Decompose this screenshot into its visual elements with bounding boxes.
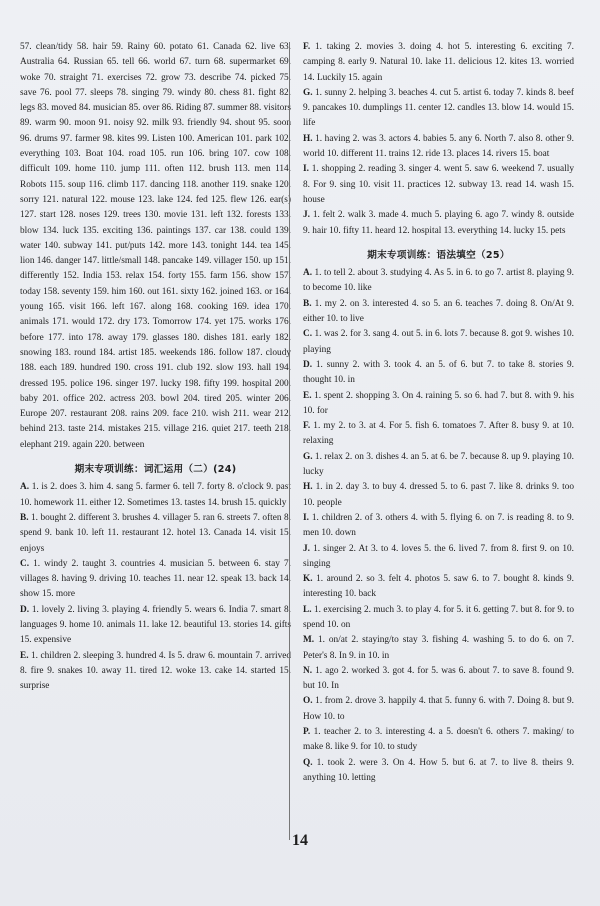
- block-answers: 1. took 2. were 3. On 4. How 5. but 6. at 7. to live 8. theirs 9. anything 10. letting: [303, 757, 574, 783]
- block-answers: 1. windy 2. taught 3. countries 4. musician 5. between 6. stay 7. villages 8. having 9. driving 10. teaches 11. near 12. speak 13. back 14. show 15. more: [20, 558, 291, 600]
- answer-block-i: [303, 162, 574, 208]
- vocabulary-answers-continued: 57. clean/tidy 58. hair 59. Rainy 60. potato 61. Canada 62. live 63. Australia 64. Russian 65. tell 66. world 67. turn 68. supermarket 69. woke 70. straight 71. exercises 72. grow 73. describe 74. picked 75. save 76. pool 77. sleeps 78. singing 79. windy 80. chess 81. fight 82. legs 83. moved 84. musician 85. over 86. Riding 87. summer 88. visitors 89. warm 90. moon 91. noisy 92. milk 93. friendly 94. shout 95. soon 96. drums 97. farmer 98. kites 99. Listen 100. American 101. park 102. everything 103. Boat 104. road 105. run 106. bring 107. cow 108. difficult 109. home 110. jump 111. often 112. brush 113. men 114. Robots 115. soup 116. climb 117. dancing 118. another 119. snake 120. sorry 121. natural 122. mouse 123. lake 124. fed 125. flew 126. ear(s) 127. start 128. noses 129. trees 130. movie 131. left 132. forests 133. blow 134. luck 135. exciting 136. paintings 137. car 138. could 139. water 140. subway 141. put/puts 142. more 143. tonight 144. tea 145. lion 146. danger 147. little/small 148. pancake 149. villager 150. up 151. differently 152. India 153. relax 154. forty 155. farm 156. show 157. today 158. seventy 159. him 160. out 161. sixty 162. joined 163. or 164. young 165. visit 166. left 167. along 168. cooking 169. idea 170. animals 171. would 172. dry 173. Tomorrow 174. yet 175. works 176. before 177. into 178. away 179. glasses 180. dishes 181. early 182. snowing 183. round 184. artist 185. weekends 186. follow 187. cloudy 188. each 189. hundred 190. cross 191. club 192. slow 193. hall 194. dressed 195. police 196. singer 197. lucky 198. fifty 199. hospital 200. baby 201. office 202. actress 203. bowl 204. tired 205. winter 206. Europe 207. restaurant 208. rains 209. face 210. wish 211. wear 212. behind 213. taste 214. mistakes 215. village 216. quiet 217. teeth 218. elephant 219. again 220. between: [20, 42, 291, 450]
- grammar-block-m: [303, 633, 574, 664]
- block-answers: 1. children 2. of 3. others 4. with 5. flying 6. on 7. is reading 8. to 9. men 10. down: [303, 512, 574, 539]
- page-number: 14: [292, 832, 308, 849]
- grammar-block-c: [303, 327, 574, 358]
- grammar-block-f: [303, 419, 574, 450]
- grammar-block-e: [303, 389, 574, 420]
- grammar-block-o: [303, 694, 574, 725]
- block-answers: 1. bought 2. different 3. brushes 4. villager 5. ran 6. streets 7. often 8. spend 9. bank 10. left 11. restaurant 12. hotel 13. Canada 14. visit 15. enjoys: [20, 512, 291, 554]
- block-answers: 1. having 2. was 3. actors 4. babies 5. any 6. North 7. also 8. other 9. world 10. different 11. trains 12. ride 13. places 14. rivers 15. boat: [303, 133, 574, 160]
- grammar-block-q: [303, 756, 574, 787]
- answer-block-e: [20, 649, 291, 695]
- answer-block-c: [20, 557, 291, 603]
- answer-block-f: [303, 40, 574, 86]
- block-answers: 1. my 2. to 3. at 4. For 5. fish 6. tomatoes 7. After 8. busy 9. at 10. relaxing: [303, 421, 574, 447]
- grammar-block-k: [303, 572, 574, 603]
- section-title-vocabulary: 期末专项训练：词汇运用（二）(24): [74, 464, 237, 476]
- block-answers: 1. taking 2. movies 3. doing 4. hot 5. interesting 6. exciting 7. camping 8. early 9. Natural 10. lake 11. delicious 12. kites 13. worried 14. Luckily 15. again: [303, 42, 574, 83]
- block-answers: 1. on/at 2. staying/to stay 3. fishing 4. washing 5. to do 6. on 7. Peter's 8. In 9. in 10. in: [303, 635, 574, 661]
- block-label: J.: [303, 543, 310, 554]
- block-label: J.: [303, 210, 310, 221]
- block-label: C.: [20, 558, 30, 569]
- block-answers: 1. shopping 2. reading 3. singer 4. went 5. saw 6. weekend 7. usually 8. For 9. sing 10. visit 11. practices 12. subway 13. read 14. wash 15. house: [303, 164, 574, 205]
- answer-block-j: [303, 208, 574, 239]
- right-column: [303, 40, 574, 786]
- grammar-block-d: [303, 358, 574, 389]
- block-label: F.: [303, 42, 311, 52]
- block-answers: 1. in 2. day 3. to buy 4. dressed 5. to 6. past 7. like 8. drinks 9. too 10. people: [303, 482, 574, 508]
- block-answers: 1. from 2. drove 3. happily 4. that 5. funny 6. with 7. Doing 8. but 9. How 10. to: [303, 696, 574, 722]
- block-label: F.: [303, 421, 311, 432]
- block-label: P.: [303, 727, 311, 738]
- block-label: M.: [303, 635, 315, 646]
- block-answers: 1. to tell 2. about 3. studying 4. As 5. in 6. to go 7. artist 8. playing 9. to become 10. like: [303, 268, 574, 294]
- block-answers: 1. sunny 2. helping 3. beaches 4. cut 5. artist 6. today 7. kinds 8. beef 9. pancakes 10. dumplings 11. center 12. candles 13. blow 14. would 15. life: [303, 87, 574, 129]
- block-label: B.: [303, 298, 312, 309]
- block-label: N.: [303, 665, 313, 676]
- block-answers: 1. my 2. on 3. interested 4. so 5. an 6. teaches 7. doing 8. On/At 9. either 10. to live: [303, 298, 574, 325]
- block-answers: 1. children 2. sleeping 3. hundred 4. Is 5. draw 6. mountain 7. arrived 8. fire 9. snakes 10. away 11. tired 12. woke 13. cake 14. started 15. surprise: [20, 650, 291, 692]
- section-title-grammar: 期末专项训练：语法填空（25）: [367, 249, 510, 261]
- answer-block-g: [303, 86, 574, 132]
- answer-block-h: [303, 132, 574, 163]
- grammar-block-i: [303, 511, 574, 542]
- block-answers: 1. ago 2. worked 3. got 4. for 5. was 6. about 7. to save 8. found 9. but 10. In: [303, 665, 574, 692]
- block-answers: 1. around 2. so 3. felt 4. photos 5. saw 6. to 7. bought 8. kinds 9. interesting 10. back: [303, 574, 574, 600]
- block-label: H.: [303, 482, 313, 493]
- block-answers: 1. spent 2. shopping 3. On 4. raining 5. so 6. had 7. but 8. with 9. his 10. for: [303, 390, 574, 416]
- block-label: A.: [303, 268, 313, 279]
- block-label: Q.: [303, 757, 313, 768]
- block-answers: 1. sunny 2. with 3. took 4. an 5. of 6. but 7. to take 8. stories 9. thought 10. in: [303, 359, 574, 386]
- block-label: B.: [20, 512, 29, 523]
- block-label: H.: [303, 133, 313, 144]
- grammar-block-a: [303, 266, 574, 297]
- grammar-block-p: [303, 725, 574, 756]
- block-label: I.: [303, 512, 309, 523]
- answer-block-a: [20, 480, 291, 511]
- block-label: L.: [303, 604, 312, 615]
- block-answers: 1. felt 2. walk 3. made 4. much 5. playing 6. ago 7. windy 8. outside 9. hair 10. fifty 11. heard 12. hospital 13. everything 14. lucky 15. pets: [303, 210, 574, 236]
- block-label: G.: [303, 451, 313, 462]
- block-label: O.: [303, 696, 313, 707]
- block-label: D.: [20, 604, 30, 615]
- grammar-block-l: [303, 603, 574, 634]
- block-label: D.: [303, 359, 313, 370]
- block-answers: 1. was 2. for 3. sang 4. out 5. in 6. lots 7. because 8. got 9. wishes 10. playing: [303, 329, 574, 355]
- column-divider: [289, 42, 290, 840]
- block-label: E.: [303, 390, 312, 401]
- left-column: [20, 40, 291, 694]
- block-label: C.: [303, 329, 313, 340]
- block-label: K.: [303, 574, 313, 585]
- block-answers: 1. exercising 2. much 3. to play 4. for 5. it 6. getting 7. but 8. for 9. to spend 10. on: [303, 604, 574, 630]
- block-label: G.: [303, 87, 313, 98]
- block-answers: 1. relax 2. on 3. dishes 4. an 5. at 6. be 7. because 8. up 9. playing 10. lucky: [303, 451, 574, 478]
- grammar-block-h: [303, 480, 574, 511]
- grammar-block-b: [303, 297, 574, 328]
- block-answers: 1. lovely 2. living 3. playing 4. friendly 5. wears 6. India 7. smart 8. languages 9. home 10. animals 11. lake 12. beautiful 13. stories 14. gifts 15. expensive: [20, 604, 291, 646]
- block-label: A.: [20, 482, 30, 493]
- block-answers: 1. is 2. does 3. him 4. sang 5. farmer 6. tell 7. forty 8. o'clock 9. past 10. homework 11. either 12. Sometimes 13. tastes 14. brush 15. quickly: [20, 482, 291, 508]
- block-answers: 1. singer 2. At 3. to 4. loves 5. the 6. lived 7. from 8. first 9. on 10. singing: [303, 543, 574, 569]
- grammar-block-g: [303, 450, 574, 481]
- grammar-block-j: [303, 542, 574, 573]
- block-label: I.: [303, 164, 309, 175]
- block-label: E.: [20, 650, 29, 661]
- grammar-block-n: [303, 664, 574, 695]
- answer-block-d: [20, 603, 291, 649]
- block-answers: 1. teacher 2. to 3. interesting 4. a 5. doesn't 6. others 7. making/ to make 8. like 9. for 10. to study: [303, 727, 574, 753]
- answer-block-b: [20, 511, 291, 557]
